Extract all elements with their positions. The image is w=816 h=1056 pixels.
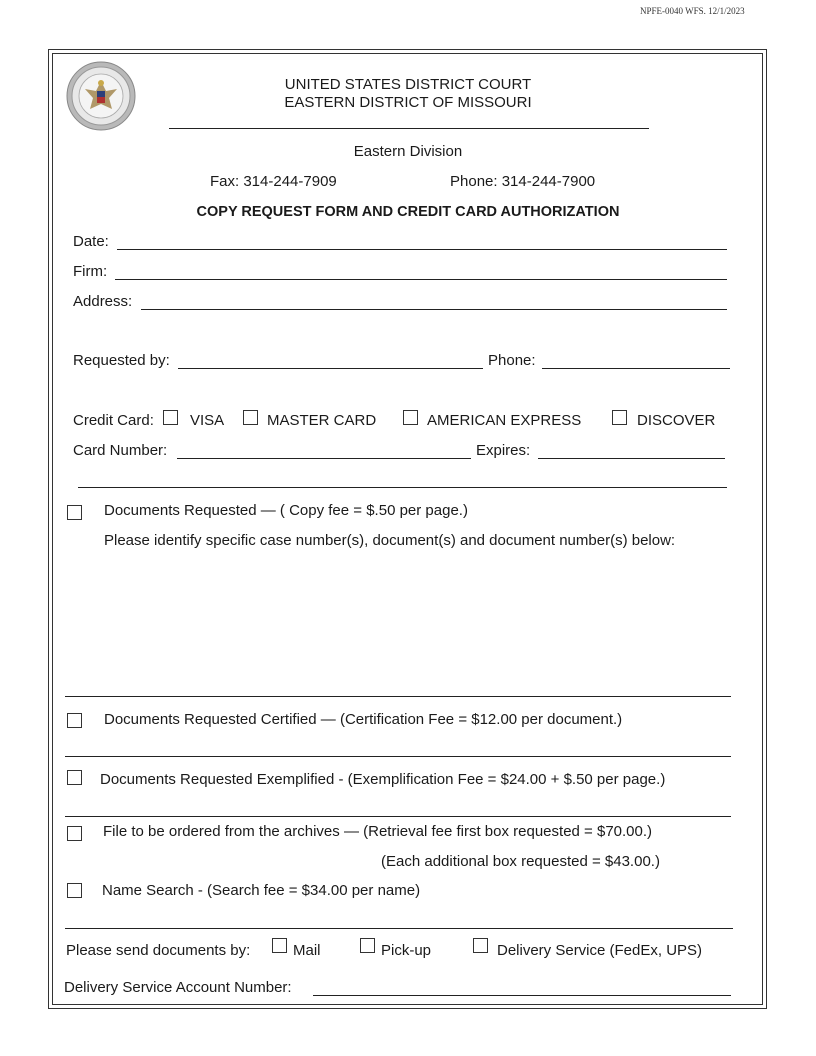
credit-card-label: Credit Card: bbox=[73, 412, 154, 429]
delivery-label: Please send documents by: bbox=[66, 942, 251, 959]
date-field[interactable] bbox=[117, 231, 727, 250]
card-number-label: Card Number: bbox=[73, 442, 168, 459]
documents-requested-label: Documents Requested — ( Copy fee = $.50 per page.) bbox=[104, 502, 468, 519]
visa-label: VISA bbox=[190, 412, 225, 429]
pickup-label: Pick-up bbox=[381, 942, 432, 959]
address-field[interactable] bbox=[141, 291, 727, 310]
amex-checkbox[interactable] bbox=[403, 410, 418, 425]
pickup-checkbox[interactable] bbox=[360, 938, 375, 953]
card-number-field[interactable] bbox=[177, 440, 471, 459]
court-name-line1: UNITED STATES DISTRICT COURT bbox=[284, 76, 532, 93]
expires-field[interactable] bbox=[538, 440, 725, 459]
documents-details-textarea[interactable] bbox=[104, 556, 728, 690]
requested-by-field[interactable] bbox=[178, 350, 483, 369]
court-name-line2: EASTERN DISTRICT OF MISSOURI bbox=[284, 94, 532, 111]
section-divider bbox=[65, 756, 731, 757]
mail-label: Mail bbox=[293, 942, 321, 959]
documents-instruction: Please identify specific case number(s), document(s) and document number(s) below: bbox=[104, 532, 676, 549]
discover-label: DISCOVER bbox=[637, 412, 716, 429]
expires-label: Expires: bbox=[476, 442, 531, 459]
exemplified-label: Documents Requested Exemplified - (Exemplification Fee = $24.00 + $.50 per page.) bbox=[100, 771, 666, 788]
phone-label: Phone: bbox=[488, 352, 536, 369]
delivery-account-field[interactable] bbox=[313, 977, 731, 996]
section-divider bbox=[65, 816, 731, 817]
documents-requested-checkbox[interactable] bbox=[67, 505, 82, 520]
delivery-service-label: Delivery Service (FedEx, UPS) bbox=[497, 942, 703, 959]
mail-checkbox[interactable] bbox=[272, 938, 287, 953]
certified-label: Documents Requested Certified — (Certification Fee = $12.00 per document.) bbox=[104, 711, 623, 728]
section-divider bbox=[65, 928, 733, 929]
archives-checkbox[interactable] bbox=[67, 826, 82, 841]
phone-number: Phone: 314-244-7900 bbox=[450, 173, 596, 190]
visa-checkbox[interactable] bbox=[163, 410, 178, 425]
mastercard-label: MASTER CARD bbox=[267, 412, 377, 429]
firm-label: Firm: bbox=[73, 263, 108, 280]
form-title: COPY REQUEST FORM AND CREDIT CARD AUTHORIZATION bbox=[196, 204, 620, 220]
form-code: NPFE-0040 WFS. 12/1/2023 bbox=[640, 6, 745, 16]
mastercard-checkbox[interactable] bbox=[243, 410, 258, 425]
delivery-account-label: Delivery Service Account Number: bbox=[64, 979, 292, 996]
exemplified-checkbox[interactable] bbox=[67, 770, 82, 785]
address-label: Address: bbox=[73, 293, 133, 310]
archives-label: File to be ordered from the archives — (Retrieval fee first box requested = $70.00.) bbox=[103, 823, 653, 840]
date-label: Date: bbox=[73, 233, 109, 250]
name-search-checkbox[interactable] bbox=[67, 883, 82, 898]
header-rule bbox=[169, 128, 649, 129]
firm-field[interactable] bbox=[115, 261, 727, 280]
delivery-service-checkbox[interactable] bbox=[473, 938, 488, 953]
certified-checkbox[interactable] bbox=[67, 713, 82, 728]
division: Eastern Division bbox=[353, 143, 463, 160]
fax-number: Fax: 314-244-7909 bbox=[210, 173, 337, 190]
court-seal-icon bbox=[66, 61, 136, 131]
discover-checkbox[interactable] bbox=[612, 410, 627, 425]
name-search-label: Name Search - (Search fee = $34.00 per name) bbox=[102, 882, 421, 899]
section-divider bbox=[65, 696, 731, 697]
amex-label: AMERICAN EXPRESS bbox=[427, 412, 582, 429]
phone-field[interactable] bbox=[542, 350, 730, 369]
archives-additional-label: (Each additional box requested = $43.00.) bbox=[381, 853, 660, 870]
section-divider bbox=[78, 487, 727, 488]
requested-by-label: Requested by: bbox=[73, 352, 170, 369]
